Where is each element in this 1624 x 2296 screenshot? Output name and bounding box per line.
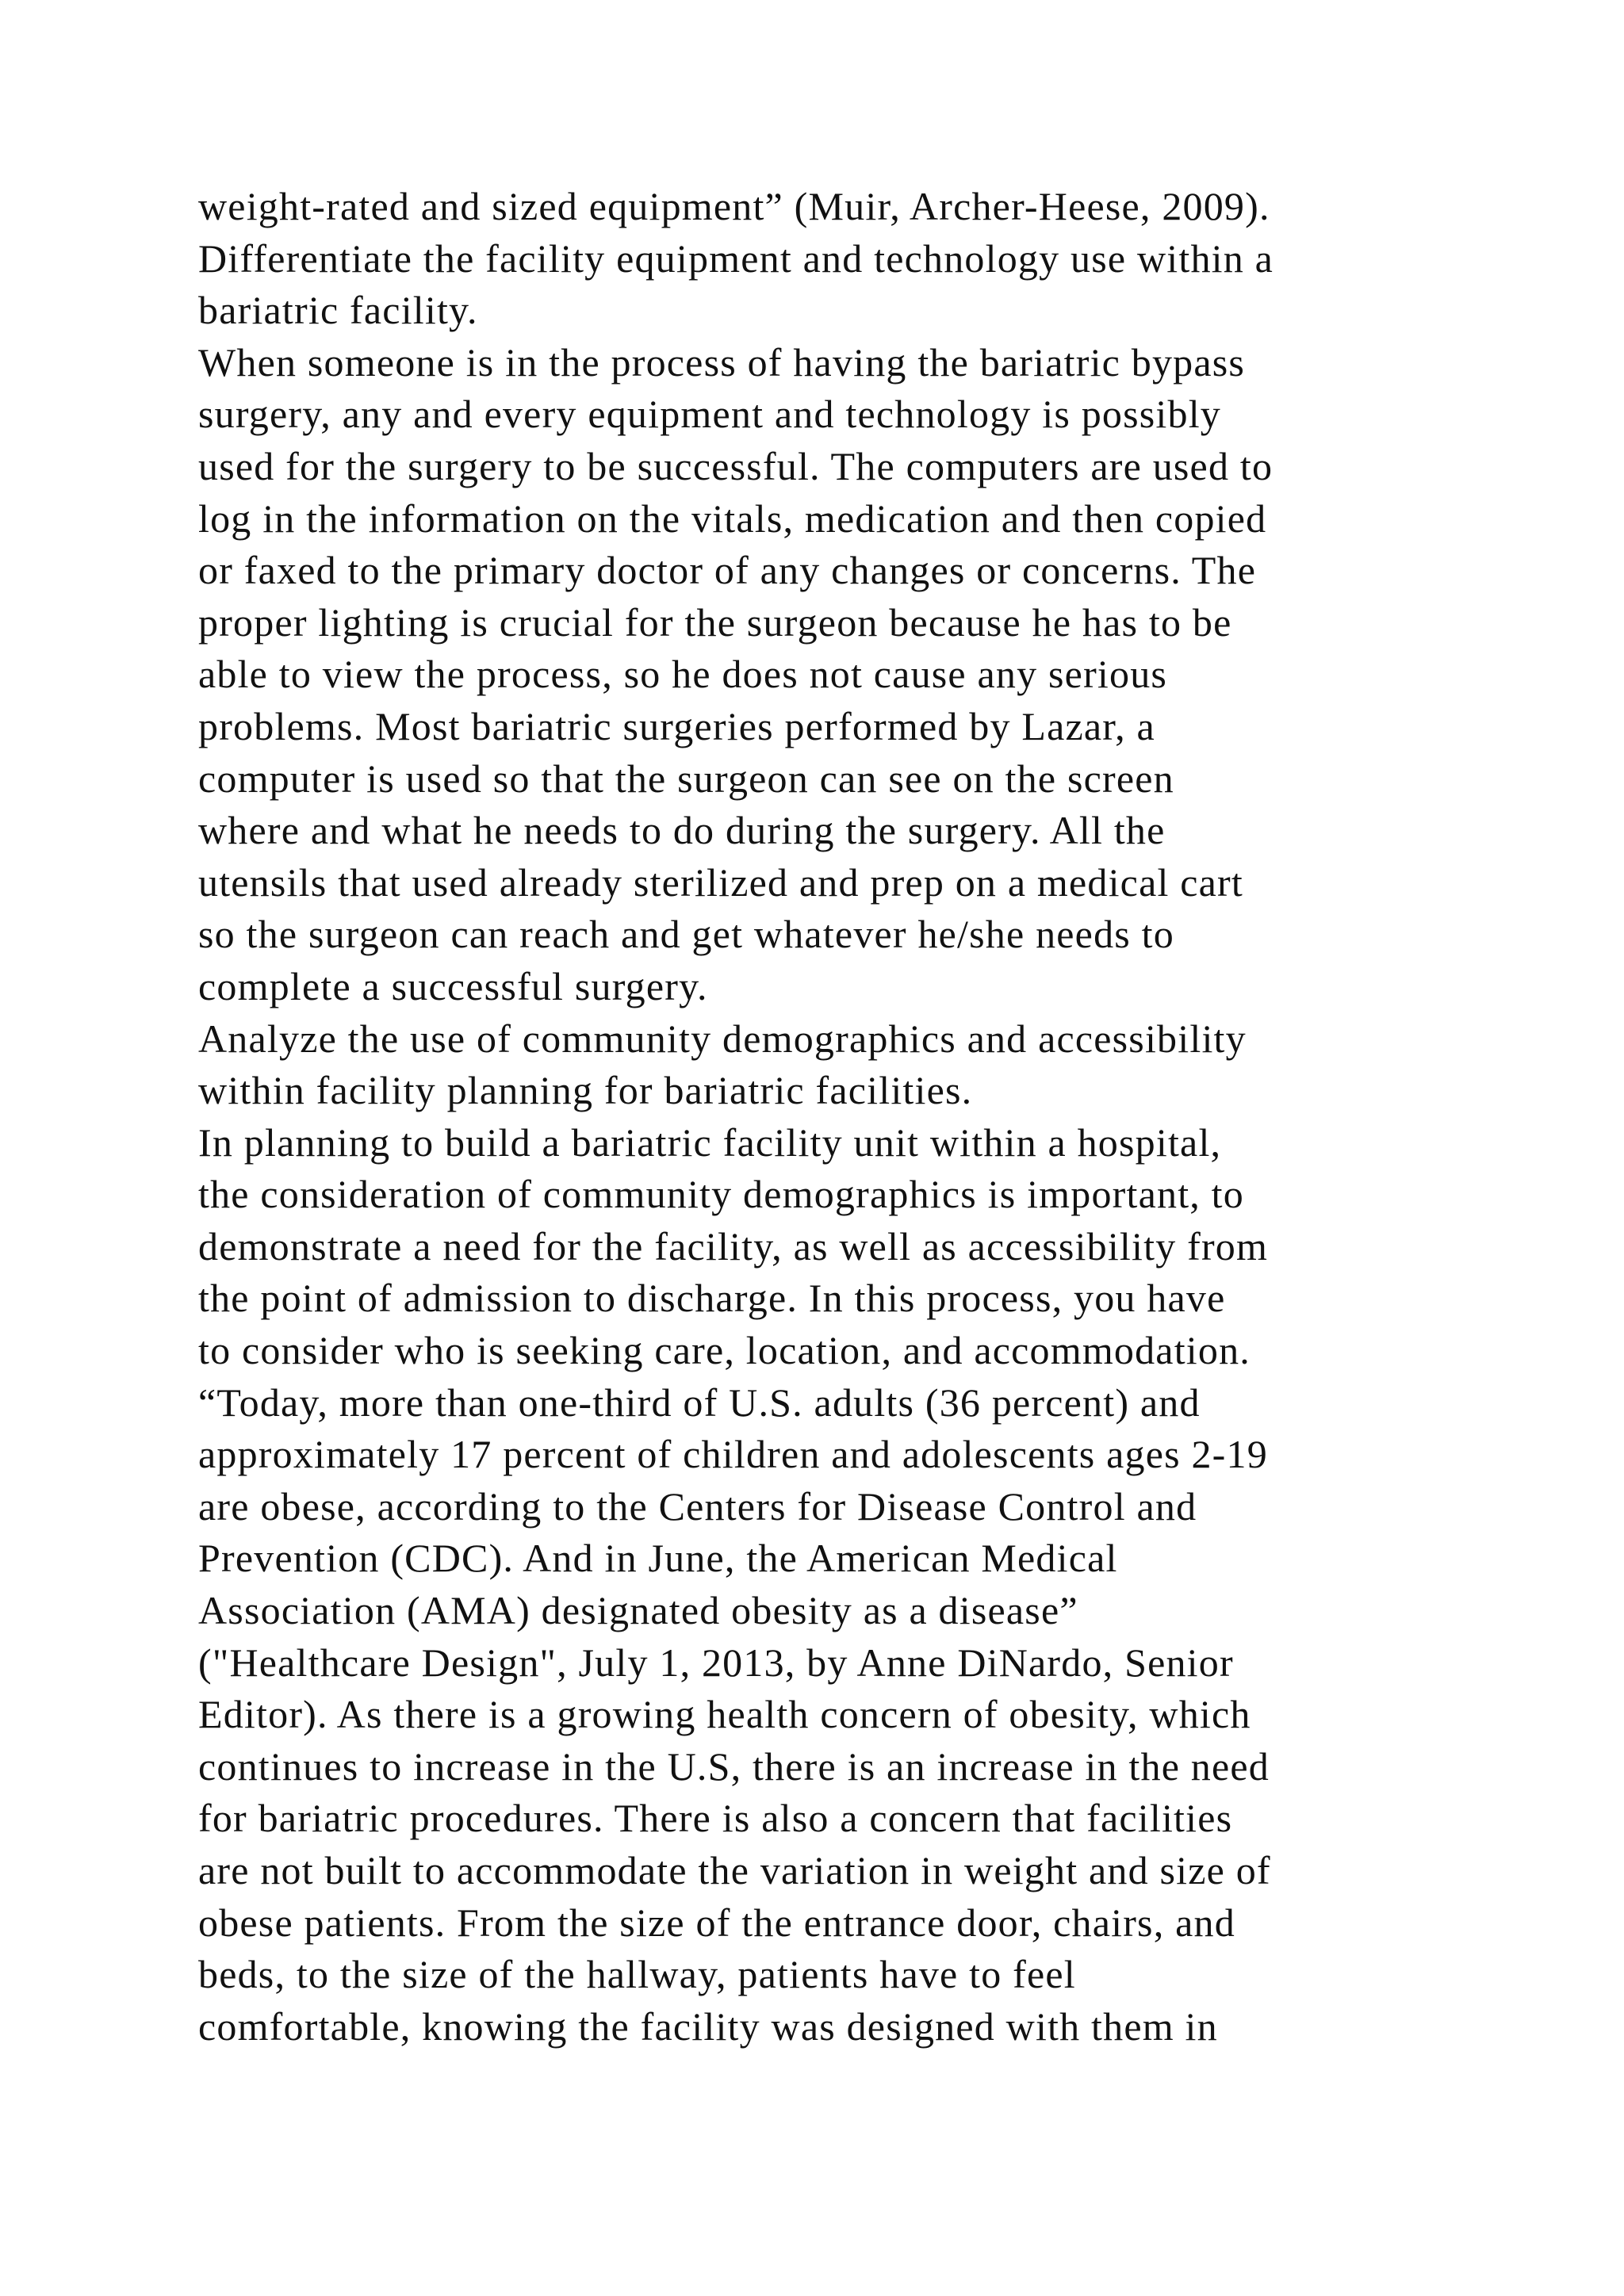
text-line: “Today, more than one-third of U.S. adults (36 percent) and <box>198 1380 1201 1425</box>
text-line: surgery, any and every equipment and technology is possibly <box>198 392 1221 437</box>
text-line: comfortable, knowing the facility was designed with them in <box>198 2003 1218 2049</box>
text-line: beds, to the size of the hallway, patients have to feel <box>198 1952 1076 1997</box>
text-line: Analyze the use of community demographics and accessibility <box>198 1016 1247 1061</box>
text-line: obese patients. From the size of the entrance door, chairs, and <box>198 1900 1235 1945</box>
text-line: so the surgeon can reach and get whatever he/she needs to <box>198 912 1174 957</box>
text-line: where and what he needs to do during the surgery. All the <box>198 808 1166 853</box>
text-line: computer is used so that the surgeon can see on the screen <box>198 756 1174 801</box>
text-line: Differentiate the facility equipment and technology use within a <box>198 235 1274 281</box>
text-line: for bariatric procedures. There is also a concern that facilities <box>198 1796 1233 1841</box>
text-line: used for the surgery to be successful. The computers are used to <box>198 443 1274 488</box>
text-line: continues to increase in the U.S, there is an increase in the need <box>198 1743 1270 1789</box>
text-line: Editor). As there is a growing health concern of obesity, which <box>198 1692 1251 1737</box>
text-line: able to view the process, so he does not cause any serious <box>198 652 1168 697</box>
text-line: Association (AMA) designated obesity as a disease” <box>198 1588 1078 1633</box>
text-line: complete a successful surgery. <box>198 963 708 1008</box>
text-line: approximately 17 percent of children and adolescents ages 2-19 <box>198 1432 1268 1477</box>
body-text <box>198 181 1435 2053</box>
text-line: within facility planning for bariatric facilities. <box>198 1068 973 1113</box>
text-line: bariatric facility. <box>198 288 478 333</box>
text-line: Prevention (CDC). And in June, the American Medical <box>198 1536 1118 1581</box>
text-line: or faxed to the primary doctor of any changes or concerns. The <box>198 548 1257 593</box>
text-line: the consideration of community demographics is important, to <box>198 1172 1244 1217</box>
text-line: to consider who is seeking care, location, and accommodation. <box>198 1328 1251 1373</box>
text-line: ("Healthcare Design", July 1, 2013, by Anne DiNardo, Senior <box>198 1640 1234 1685</box>
text-line: proper lighting is crucial for the surgeon because he has to be <box>198 599 1232 645</box>
text-line: are not built to accommodate the variation in weight and size of <box>198 1848 1271 1892</box>
text-line: When someone is in the process of having the bariatric bypass <box>198 339 1246 385</box>
text-line: utensils that used already sterilized and prep on a medical cart <box>198 859 1243 905</box>
text-line: In planning to build a bariatric facility unit within a hospital, <box>198 1119 1222 1165</box>
text-line: are obese, according to the Centers for Disease Control and <box>198 1483 1197 1529</box>
text-line: log in the information on the vitals, medication and then copied <box>198 496 1267 541</box>
text-line: the point of admission to discharge. In this process, you have <box>198 1276 1226 1321</box>
text-line: weight-rated and sized equipment” (Muir, Archer-Heese, 2009). <box>198 184 1270 228</box>
text-line: demonstrate a need for the facility, as well as accessibility from <box>198 1223 1269 1269</box>
text-line: problems. Most bariatric surgeries performed by Lazar, a <box>198 703 1155 748</box>
